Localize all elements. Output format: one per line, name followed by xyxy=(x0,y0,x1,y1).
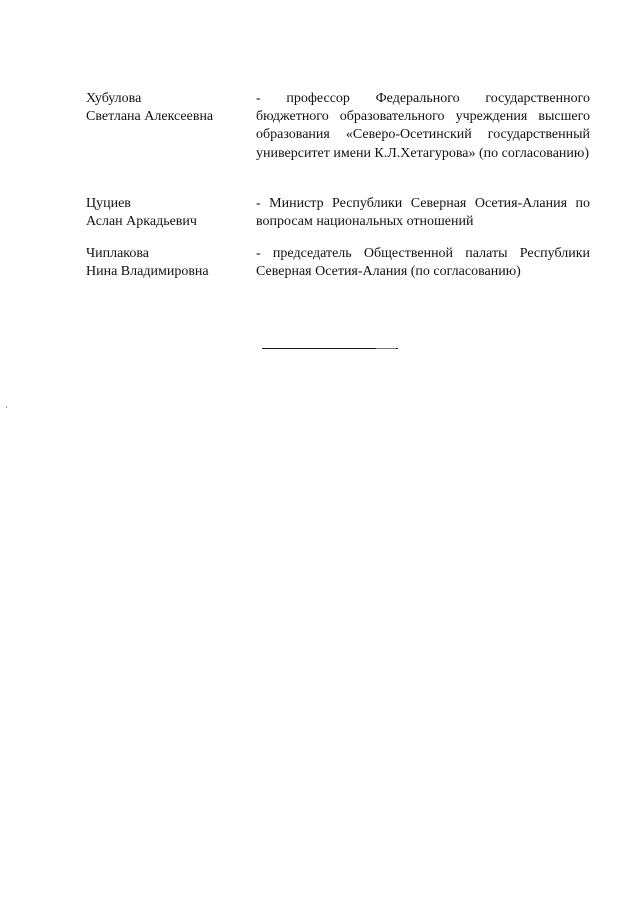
member-given-names: Нина Владимировна xyxy=(86,264,209,279)
member-name xyxy=(86,245,256,281)
member-given-names: Светлана Алексеевна xyxy=(86,109,214,124)
member-surname: Цуциев xyxy=(86,196,131,211)
member-name xyxy=(86,90,256,126)
member-given-names: Аслан Аркадьевич xyxy=(86,214,197,229)
closing-rule-tail xyxy=(376,348,396,349)
member-surname: Хубулова xyxy=(86,91,142,106)
scan-speck xyxy=(6,406,7,408)
member-role: - Министр Республики Северная Осетия-Алания по вопросам национальных отношений xyxy=(256,196,590,230)
member-role: - профессор Федерального государственного бюджетного образовательного учреждения высшего образования «Северо-Осетинский государственный университет имени К.Л.Хетагурова» (по согласованию) xyxy=(256,91,590,161)
member-name xyxy=(86,195,256,231)
member-surname: Чиплакова xyxy=(86,246,150,261)
member-role: - председатель Общественной палаты Республики Северная Осетия-Алания (по согласованию) xyxy=(256,246,590,280)
